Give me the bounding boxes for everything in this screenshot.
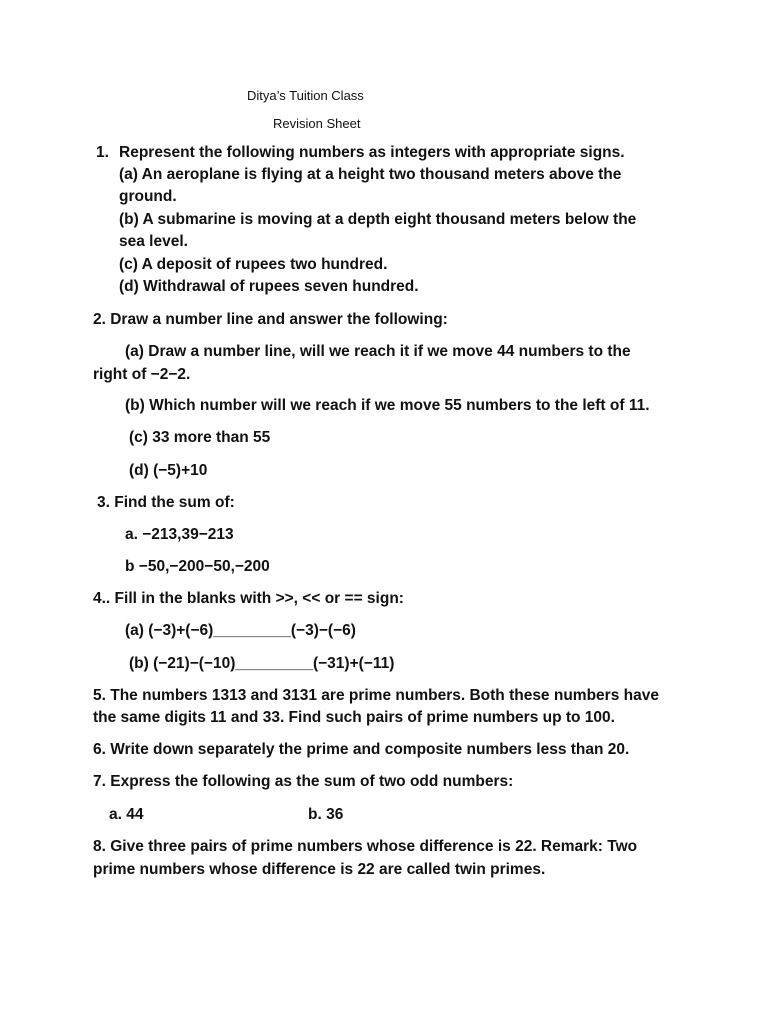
q8-line2: prime numbers whose difference is 22 are called twin primes. — [93, 861, 546, 878]
q4-text: 4.. Fill in the blanks with >>, << or == sign: — [93, 590, 404, 607]
q2-a-line2: right of −2−2. — [93, 366, 191, 383]
q5-line2: the same digits 11 and 33. Find such pairs of prime numbers up to 100. — [93, 709, 615, 726]
q7-b: b. 36 — [308, 806, 344, 823]
q1-a-line1: (a) An aeroplane is flying at a height two thousand meters above the — [119, 166, 622, 183]
q8-line1: 8. Give three pairs of prime numbers whose difference is 22. Remark: Two — [93, 838, 638, 855]
q1-d: (d) Withdrawal of rupees seven hundred. — [119, 278, 419, 295]
q3-text: 3. Find the sum of: — [97, 494, 235, 511]
q4-b: (b) (−21)−(−10)_________(−31)+(−11) — [129, 655, 395, 672]
q3-b: b −50,−200−50,−200 — [125, 558, 270, 575]
q1-number: 1. — [96, 144, 109, 161]
q1-c: (c) A deposit of rupees two hundred. — [119, 256, 388, 273]
q2-text: 2. Draw a number line and answer the following: — [93, 311, 448, 328]
q6-text: 6. Write down separately the prime and composite numbers less than 20. — [93, 741, 630, 758]
q1-a-line2: ground. — [119, 188, 177, 205]
q5-line1: 5. The numbers 1313 and 3131 are prime numbers. Both these numbers have — [93, 687, 659, 704]
q3-a: a. −213,39−213 — [125, 526, 234, 543]
q2-c: (c) 33 more than 55 — [129, 429, 271, 446]
q2-d: (d) (−5)+10 — [129, 462, 208, 479]
q7-a: a. 44 — [109, 806, 144, 823]
sheet-title: Revision Sheet — [273, 116, 361, 131]
school-name: Ditya’s Tuition Class — [247, 88, 364, 103]
q4-a: (a) (−3)+(−6)_________(−3)−(−6) — [125, 622, 356, 639]
q1-b-line1: (b) A submarine is moving at a depth eight thousand meters below the — [119, 211, 637, 228]
q2-b: (b) Which number will we reach if we move 55 numbers to the left of 11. — [125, 397, 650, 414]
q1-text: Represent the following numbers as integers with appropriate signs. — [119, 144, 625, 161]
q1-b-line2: sea level. — [119, 233, 188, 250]
q2-a-line1: (a) Draw a number line, will we reach it if we move 44 numbers to the — [125, 343, 631, 360]
q7-text: 7. Express the following as the sum of two odd numbers: — [93, 773, 514, 790]
